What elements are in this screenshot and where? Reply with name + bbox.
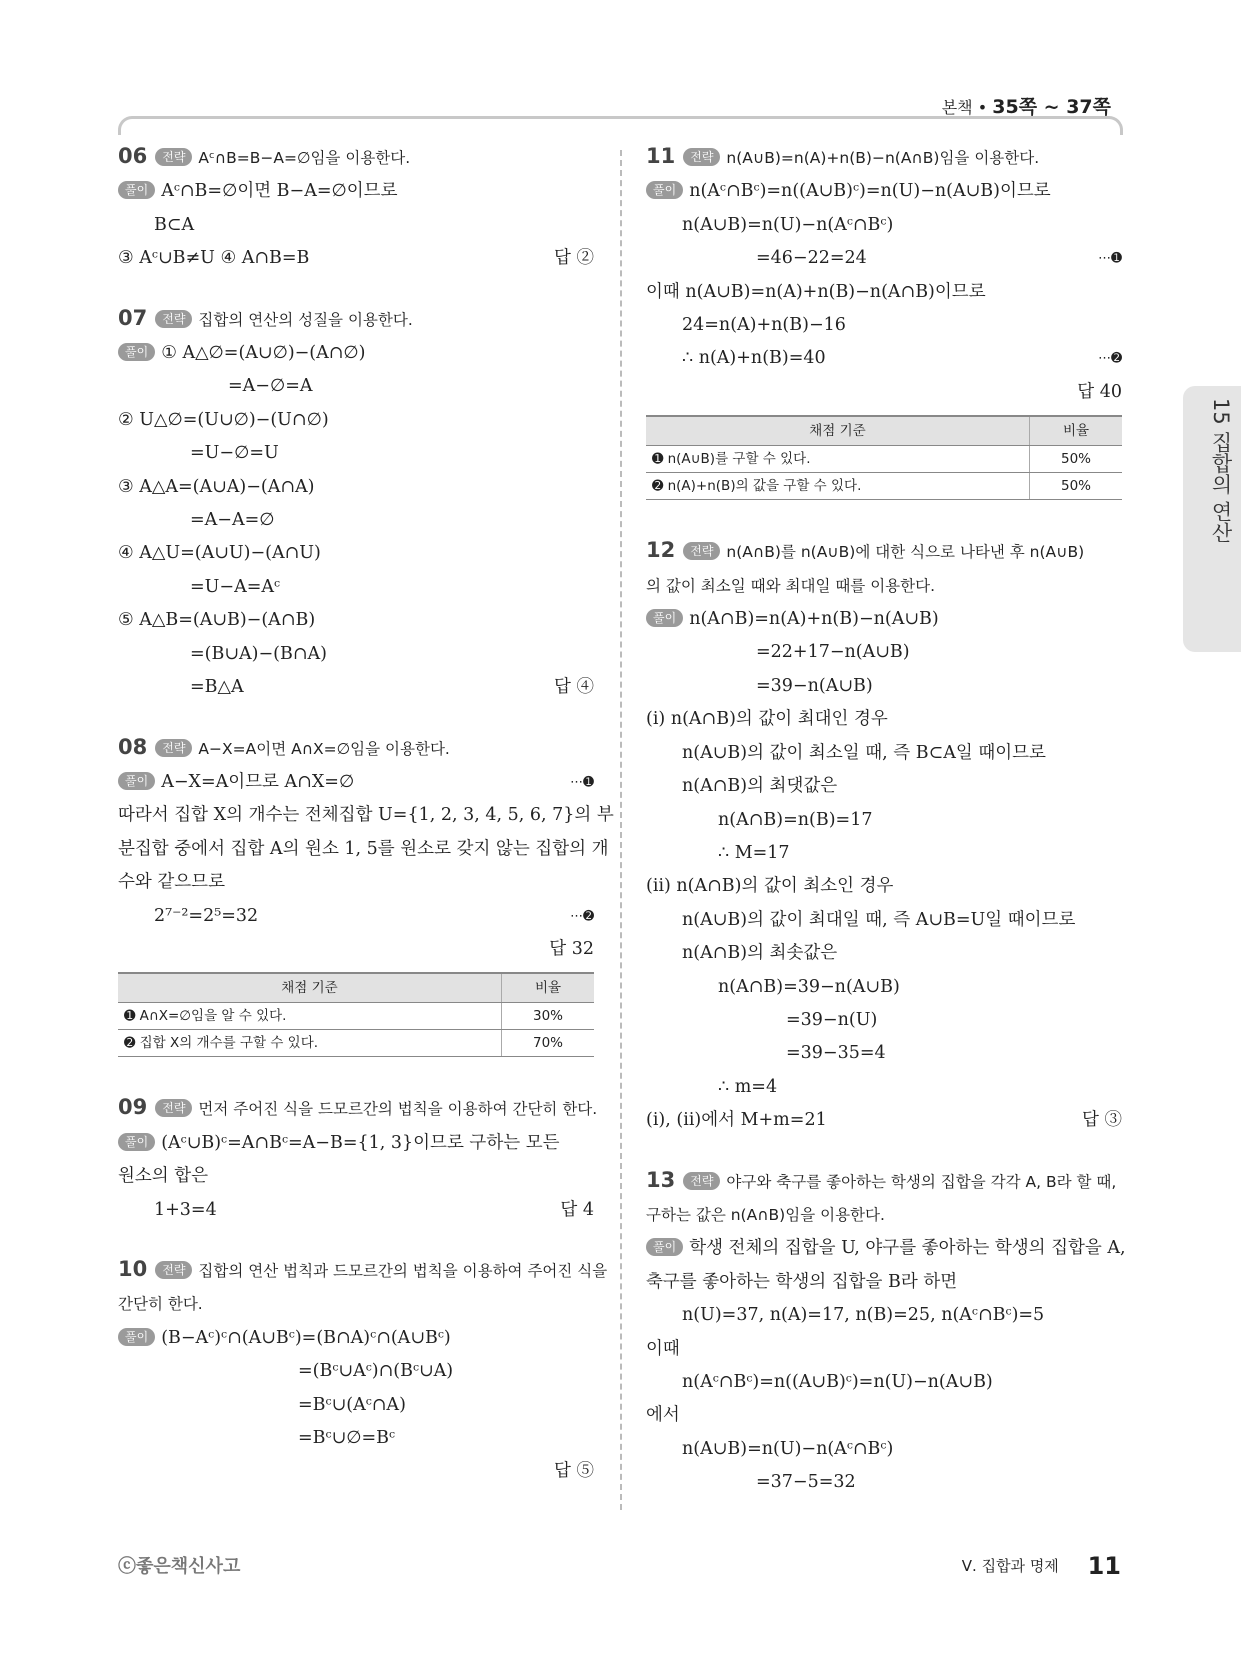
left-column bbox=[118, 140, 614, 1489]
answer-label: 답 ② bbox=[554, 248, 594, 269]
solution-line: 2⁷⁻²=2⁵=32 bbox=[154, 905, 259, 926]
strategy-tag: 전략 bbox=[155, 148, 192, 166]
solution-line: n(A∪B)의 값이 최소일 때, 즉 B⊂A일 때이므로 bbox=[682, 742, 1046, 763]
strategy-tag: 전략 bbox=[683, 542, 720, 560]
strategy-tag: 전략 bbox=[155, 739, 192, 757]
solution-line: n(Aᶜ∩Bᶜ)=n((A∪B)ᶜ)=n(U)−n(A∪B) bbox=[682, 1372, 993, 1392]
solution-line: n(A∩B)의 최댓값은 bbox=[682, 776, 838, 797]
problem-number: 09 bbox=[118, 1095, 148, 1120]
problem-number: 13 bbox=[646, 1167, 676, 1192]
solution-line: =A−∅=A bbox=[228, 376, 313, 397]
solution-line: n(A∪B)의 값이 최대일 때, 즉 A∪B=U일 때이므로 bbox=[682, 909, 1076, 930]
solution-tag: 풀이 bbox=[118, 343, 155, 361]
problem-09-strategy: 09 전략 먼저 주어진 식을 드모르간의 법칙을 이용하여 간단히 한다. bbox=[118, 1095, 598, 1120]
top-border bbox=[118, 116, 1123, 135]
solution-line: ③ A△A=(A∪A)−(A∩A) bbox=[118, 476, 315, 497]
solution-line: 수와 같으므로 bbox=[118, 872, 225, 893]
solution-line: ② U△∅=(U∪∅)−(U∩∅) bbox=[118, 409, 329, 430]
strategy-continued: 의 값이 최소일 때와 최대일 때를 이용한다. bbox=[646, 576, 936, 595]
step-marker: ⋯➋ bbox=[570, 908, 594, 924]
solution-line: n(U)=37, n(A)=17, n(B)=25, n(Aᶜ∩Bᶜ)=5 bbox=[682, 1305, 1045, 1326]
solution-line: =37−5=32 bbox=[756, 1472, 856, 1493]
solution-line: =B△A bbox=[190, 677, 244, 698]
page-footer bbox=[962, 1552, 1121, 1580]
solution-line: 학생 전체의 집합을 U, 야구를 좋아하는 학생의 집합을 A, bbox=[689, 1238, 1126, 1259]
solution-line: Aᶜ∩B=∅이면 B−A=∅이므로 bbox=[161, 181, 398, 202]
answer-label: 답 4 bbox=[560, 1199, 594, 1220]
solution-line: 이때 bbox=[646, 1338, 680, 1359]
problem-number: 06 bbox=[118, 144, 148, 168]
solution-line: ∴ n(A)+n(B)=40 bbox=[682, 348, 826, 369]
strategy-continued: 간단히 한다. bbox=[118, 1295, 203, 1314]
strategy-tag: 전략 bbox=[155, 1261, 192, 1279]
strategy-continued: 구하는 값은 n(A∩B)임을 이용한다. bbox=[646, 1205, 885, 1224]
solution-line: A−X=A이므로 A∩X=∅ bbox=[161, 771, 355, 792]
strategy-tag: 전략 bbox=[683, 148, 720, 166]
solution-line: ∴ m=4 bbox=[718, 1076, 778, 1097]
step-marker: ⋯➋ bbox=[1098, 351, 1122, 367]
solution-line: (ⅰ), (ⅱ)에서 M+m=21 bbox=[646, 1110, 827, 1131]
solution-line: n(A∪B)=n(U)−n(Aᶜ∩Bᶜ) bbox=[682, 214, 894, 235]
right-column bbox=[646, 140, 1126, 1500]
answer-label: 답 ③ bbox=[1082, 1110, 1122, 1131]
solution-line: n(A∩B)=n(B)=17 bbox=[718, 809, 873, 830]
solution-tag: 풀이 bbox=[646, 1238, 683, 1256]
solution-tag: 풀이 bbox=[646, 181, 683, 199]
page-number: 11 bbox=[1087, 1552, 1121, 1580]
problem-08-strategy: 08 전략 A−X=A이면 A∩X=∅임을 이용한다. bbox=[118, 734, 450, 759]
answer-label: 답 32 bbox=[549, 938, 594, 959]
solution-line: ∴ M=17 bbox=[718, 842, 790, 863]
strategy-tag: 전략 bbox=[155, 1099, 192, 1117]
solution-tag: 풀이 bbox=[118, 1133, 155, 1151]
solution-line: 24=n(A)+n(B)−16 bbox=[682, 315, 846, 336]
solution-line: =39−35=4 bbox=[786, 1043, 886, 1064]
column-divider bbox=[620, 150, 622, 1510]
problem-06-strategy: 06 전략 Aᶜ∩B=B−A=∅임을 이용한다. bbox=[118, 144, 411, 168]
solution-line: =46−22=24 bbox=[756, 248, 867, 269]
solution-line: =39−n(A∪B) bbox=[756, 675, 873, 696]
solution-line: =Bᶜ∪∅=Bᶜ bbox=[298, 1428, 396, 1448]
problem-number: 11 bbox=[646, 144, 676, 168]
solution-line: 1+3=4 bbox=[154, 1199, 217, 1220]
table-row: ➊ A∩X=∅임을 알 수 있다. 30% bbox=[118, 1003, 594, 1030]
solution-line: 원소의 합은 bbox=[118, 1166, 209, 1187]
problem-13-strategy: 13 전략 야구와 축구를 좋아하는 학생의 집합을 각각 A, B라 할 때, bbox=[646, 1167, 1117, 1192]
strategy-tag: 전략 bbox=[155, 310, 192, 328]
table-header: 비율 bbox=[502, 973, 595, 1003]
solution-tag: 풀이 bbox=[118, 1328, 155, 1346]
solution-line: =39−n(U) bbox=[786, 1009, 878, 1030]
grading-table bbox=[646, 415, 1122, 500]
publisher-logo: ⓒ좋은책신사고 bbox=[118, 1556, 241, 1577]
problem-07-strategy: 07 전략 집합의 연산의 성질을 이용한다. bbox=[118, 305, 413, 330]
solution-line: 에서 bbox=[646, 1405, 680, 1426]
solution-line: 이때 n(A∪B)=n(A)+n(B)−n(A∩B)이므로 bbox=[646, 281, 986, 302]
table-row: ➋ n(A)+n(B)의 값을 구할 수 있다. 50% bbox=[646, 473, 1122, 500]
answer-label: 답 40 bbox=[1077, 381, 1122, 402]
problem-number: 10 bbox=[118, 1256, 148, 1281]
table-header: 채점 기준 bbox=[646, 416, 1030, 446]
solution-line: =Bᶜ∪(Aᶜ∩A) bbox=[298, 1394, 406, 1415]
solution-line: =(B∪A)−(B∩A) bbox=[190, 643, 327, 664]
solution-line: n(A∩B)=39−n(A∪B) bbox=[718, 976, 900, 997]
chapter-side-tab-label: 15 집합의 연산 bbox=[1209, 398, 1233, 544]
strategy-tag: 전략 bbox=[683, 1172, 720, 1190]
solution-line: (ⅱ) n(A∩B)의 값이 최소인 경우 bbox=[646, 876, 894, 897]
book-label: 본책 • bbox=[941, 98, 988, 117]
solution-line: n(A∪B)=n(U)−n(Aᶜ∩Bᶜ) bbox=[682, 1438, 894, 1459]
solution-line: (Aᶜ∪B)ᶜ=A∩Bᶜ=A−B={1, 3}이므로 구하는 모든 bbox=[161, 1132, 560, 1153]
solution-tag: 풀이 bbox=[118, 181, 155, 199]
problem-number: 08 bbox=[118, 734, 148, 759]
table-header: 비율 bbox=[1030, 416, 1123, 446]
solution-tag: 풀이 bbox=[646, 609, 683, 627]
solution-line: (ⅰ) n(A∩B)의 값이 최대인 경우 bbox=[646, 709, 888, 730]
solution-line: ④ A△U=(A∪U)−(A∩U) bbox=[118, 543, 321, 564]
solution-line: =U−A=Aᶜ bbox=[190, 576, 281, 597]
solution-line: n(A∩B)의 최솟값은 bbox=[682, 943, 838, 964]
problem-12-strategy: 12 전략 n(A∩B)를 n(A∪B)에 대한 식으로 나타낸 후 n(A∪B) bbox=[646, 538, 1085, 563]
table-header: 채점 기준 bbox=[118, 973, 502, 1003]
problem-number: 07 bbox=[118, 305, 148, 330]
solution-line: =22+17−n(A∪B) bbox=[756, 642, 910, 663]
solution-line: (B−Aᶜ)ᶜ∩(A∪Bᶜ)=(B∩A)ᶜ∩(A∪Bᶜ) bbox=[161, 1327, 451, 1348]
solution-line: B⊂A bbox=[154, 214, 195, 235]
table-row: ➊ n(A∪B)를 구할 수 있다. 50% bbox=[646, 446, 1122, 473]
solution-line: =U−∅=U bbox=[190, 443, 279, 464]
step-marker: ⋯➊ bbox=[1098, 251, 1122, 267]
solution-line: ① A△∅=(A∪∅)−(A∩∅) bbox=[161, 343, 366, 364]
page-range-header bbox=[942, 92, 1111, 119]
page-range: 35쪽 ~ 37쪽 bbox=[992, 96, 1111, 118]
table-row: ➋ 집합 X의 개수를 구할 수 있다. 70% bbox=[118, 1030, 594, 1057]
solution-line: n(A∩B)=n(A)+n(B)−n(A∪B) bbox=[689, 609, 939, 630]
problem-number: 12 bbox=[646, 538, 676, 563]
solution-line: =(Bᶜ∪Aᶜ)∩(Bᶜ∪A) bbox=[298, 1361, 454, 1382]
grading-table bbox=[118, 972, 594, 1057]
solution-line: 축구를 좋아하는 학생의 집합을 B라 하면 bbox=[646, 1271, 958, 1292]
solution-tag: 풀이 bbox=[118, 772, 155, 790]
problem-11-strategy: 11 전략 n(A∪B)=n(A)+n(B)−n(A∩B)임을 이용한다. bbox=[646, 144, 1040, 168]
step-marker: ⋯➊ bbox=[570, 774, 594, 790]
answer-label: 답 ④ bbox=[554, 677, 594, 698]
solution-line: ⑤ A△B=(A∪B)−(A∩B) bbox=[118, 610, 316, 631]
solution-line: 따라서 집합 X의 개수는 전체집합 U={1, 2, 3, 4, 5, 6, 7}의 부 bbox=[118, 805, 614, 826]
solution-line: =A−A=∅ bbox=[190, 510, 275, 531]
chapter-label: Ⅴ. 집합과 명제 bbox=[961, 1557, 1059, 1575]
answer-label: 답 ⑤ bbox=[554, 1461, 594, 1482]
solution-line: n(Aᶜ∩Bᶜ)=n((A∪B)ᶜ)=n(U)−n(A∪B)이므로 bbox=[689, 181, 1051, 202]
solution-line: ③ Aᶜ∪B≠U ④ A∩B=B bbox=[118, 248, 310, 269]
problem-10-strategy: 10 전략 집합의 연산 법칙과 드모르간의 법칙을 이용하여 주어진 식을 bbox=[118, 1256, 608, 1281]
solution-line: 분집합 중에서 집합 A의 원소 1, 5를 원소로 갖지 않는 집합의 개 bbox=[118, 838, 609, 859]
